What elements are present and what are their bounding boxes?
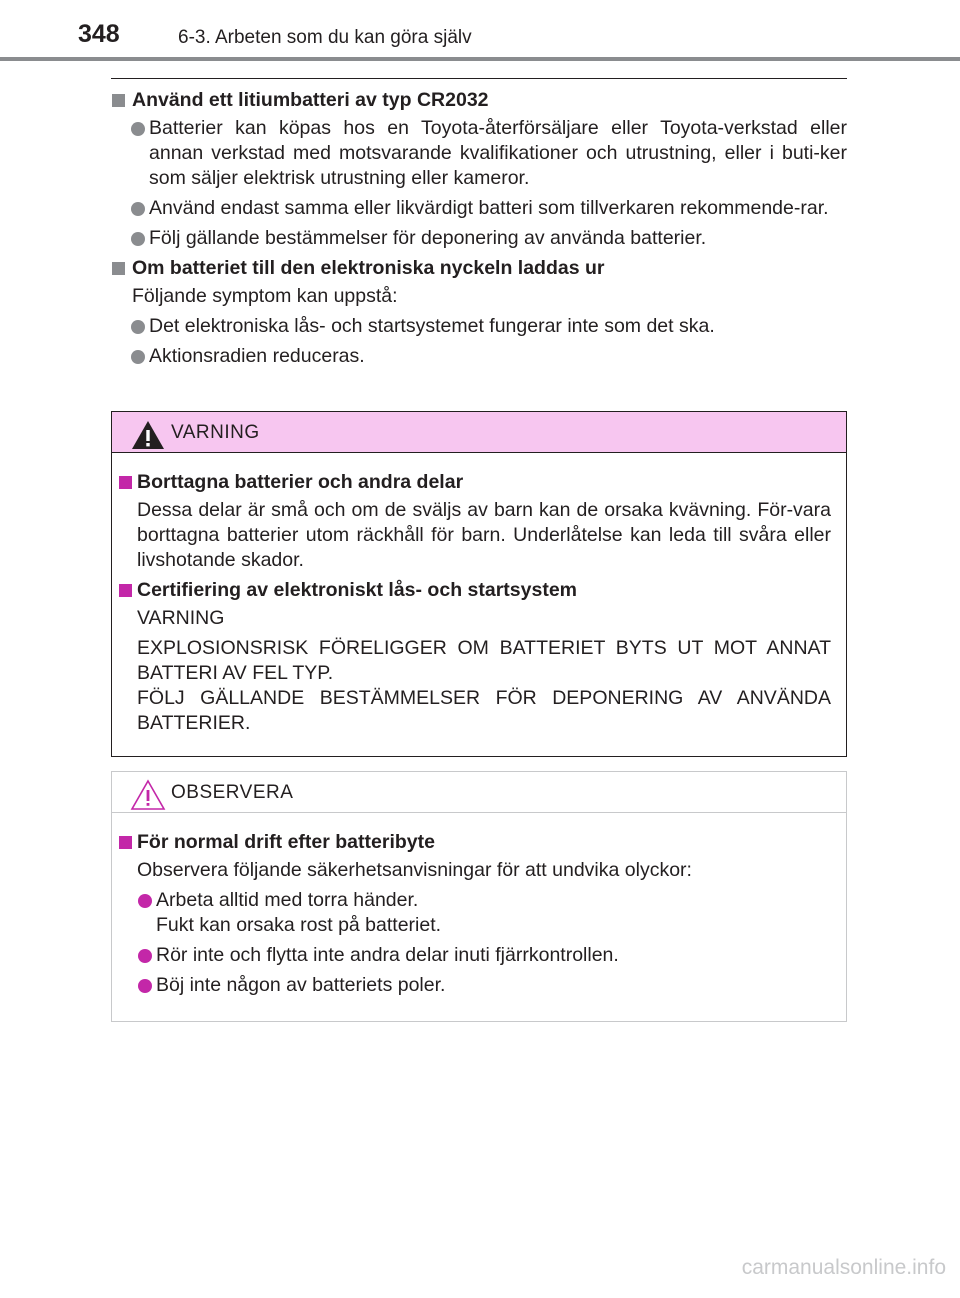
- section-title: 6-3. Arbeten som du kan göra själv: [178, 27, 472, 48]
- warning-item-text: Dessa delar är små och om de sväljs av barn kan de orsaka kvävning. För-vara borttagna batterier utom räckhåll för barn. Underlåtelse kan leda till svåra eller livshotande skador.: [137, 499, 831, 571]
- circle-bullet-icon: [131, 232, 145, 246]
- watermark-logo: carmanualsonline.info: [741, 1256, 946, 1279]
- section-heading: Använd ett litiumbatteri av typ CR2032: [111, 88, 847, 113]
- warning-box-body: [119, 470, 831, 741]
- warning-item-heading: Certifiering av elektroniskt lås- och startsystem: [119, 578, 831, 603]
- caution-heading: För normal drift efter batteribyte: [119, 830, 831, 855]
- circle-bullet-icon: [131, 320, 145, 334]
- warning-box-header: [112, 412, 846, 453]
- list-item: Aktionsradien reduceras.: [111, 344, 847, 369]
- circle-bullet-icon: [138, 894, 152, 908]
- header-rule: [0, 57, 960, 61]
- main-content: [111, 88, 847, 374]
- list-item: Det elektroniska lås- och startsystemet fungerar inte som det ska.: [111, 314, 847, 339]
- list-item: Arbeta alltid med torra händer. Fukt kan orsaka rost på batteriet.: [119, 888, 831, 938]
- content-top-rule: [111, 78, 847, 79]
- warning-item-text: EXPLOSIONSRISK FÖRELIGGER OM BATTERIET BYTS UT MOT ANNAT BATTERI AV FEL TYP.: [137, 637, 831, 684]
- circle-bullet-icon: [131, 350, 145, 364]
- list-item: Batterier kan köpas hos en Toyota-återförsäljare eller Toyota-verkstad eller annan verkstad med motsvarande kvalifikationer och utrustning, eller i buti-ker som säljer elektrisk utrustning eller kameror.: [111, 116, 847, 191]
- square-bullet-icon: [112, 94, 125, 107]
- square-bullet-icon: [119, 584, 132, 597]
- warning-box: [111, 411, 847, 757]
- caution-label: OBSERVERA: [171, 782, 294, 803]
- circle-bullet-icon: [131, 122, 145, 136]
- circle-bullet-icon: [131, 202, 145, 216]
- circle-bullet-icon: [138, 979, 152, 993]
- page-header: [0, 0, 960, 62]
- list-item: Följ gällande bestämmelser för deponering av använda batterier.: [111, 226, 847, 251]
- square-bullet-icon: [119, 836, 132, 849]
- warning-label: VARNING: [171, 422, 260, 443]
- warning-item-text: VARNING: [137, 607, 225, 629]
- list-item: Böj inte någon av batteriets poler.: [119, 973, 831, 998]
- list-item: Rör inte och flytta inte andra delar inuti fjärrkontrollen.: [119, 943, 831, 968]
- caution-box: [111, 771, 847, 1022]
- caution-intro: Observera följande säkerhetsanvisningar för att undvika olyckor:: [137, 859, 692, 881]
- caution-box-header: [112, 772, 846, 813]
- list-item: Använd endast samma eller likvärdigt batteri som tillverkaren rekommende-rar.: [111, 196, 847, 221]
- warning-triangle-icon: [130, 419, 166, 451]
- square-bullet-icon: [119, 476, 132, 489]
- warning-item-text: FÖLJ GÄLLANDE BESTÄMMELSER FÖR DEPONERING AV ANVÄNDA BATTERIER.: [137, 687, 831, 734]
- section-intro: Följande symptom kan uppstå:: [132, 285, 398, 307]
- page-number: 348: [78, 20, 120, 48]
- circle-bullet-icon: [138, 949, 152, 963]
- caution-triangle-icon: [130, 779, 166, 811]
- caution-box-body: [119, 830, 831, 1003]
- square-bullet-icon: [112, 262, 125, 275]
- section-heading: Om batteriet till den elektroniska nyckeln laddas ur: [111, 256, 847, 281]
- warning-item-heading: Borttagna batterier och andra delar: [119, 470, 831, 495]
